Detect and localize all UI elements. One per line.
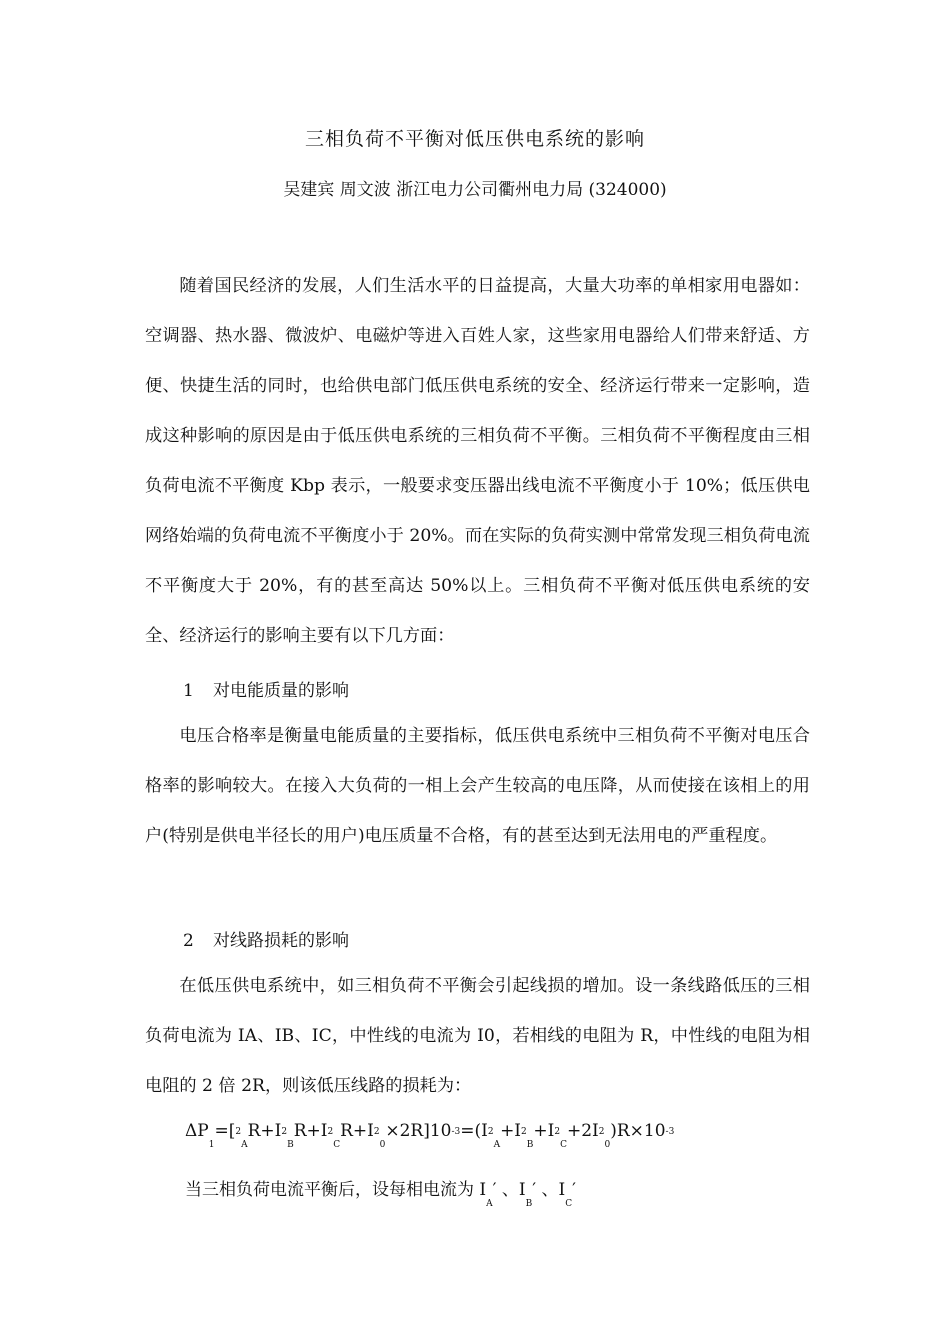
intro-paragraph: [145, 261, 810, 661]
loss-formula: $\Delta P_1=[^2_AR+I^2_BR+I^2_CR+I^2_0\times 2R]10^{-3}=(I^2_A+I^2_B+I^2_C+2I^2_0)R\times 10^{-3}$: [185, 1121, 675, 1150]
section-1-number: 1: [183, 681, 194, 701]
balanced-current-line: 当三相负荷电流平衡后，设每相电流为 $I_A'$ 、$I_B'$ 、$I_C'$: [185, 1180, 576, 1209]
section-1-heading: [183, 676, 349, 701]
section-2-title: 对线路损耗的影响: [213, 931, 349, 951]
section-1-text: 电压合格率是衡量电能质量的主要指标，低压供电系统中三相负荷不平衡对电压合格率的影响较大。在接入大负荷的一相上会产生较高的电压降，从而使接在该相上的用户(特别是供电半径长的用户)电压质量不合格，有的甚至达到无法用电的严重程度。: [145, 726, 810, 846]
authors-line: 吴建宾 周文波 浙江电力公司衢州电力局 (324000): [283, 180, 667, 200]
section-2-text: 在低压供电系统中，如三相负荷不平衡会引起线损的增加。设一条线路低压的三相负荷电流为 IA、IB、IC，中性线的电流为 I0，若相线的电阻为 R，中性线的电阻为相电阻的 2 倍 2R，则该低压线路的损耗为：: [145, 976, 810, 1096]
intro-text: 随着国民经济的发展，人们生活水平的日益提高，大量大功率的单相家用电器如：空调器、热水器、微波炉、电磁炉等进入百姓人家，这些家用电器给人们带来舒适、方便、快捷生活的同时，也给供电部门低压供电系统的安全、经济运行带来一定影响，造成这种影响的原因是由于低压供电系统的三相负荷不平衡。三相负荷不平衡程度由三相负荷电流不平衡度 Kbp 表示，一般要求变压器出线电流不平衡度小于 10%；低压供电网络始端的负荷电流不平衡度小于 20%。而在实际的负荷实测中常常发现三相负荷电流不平衡度大于 20%，有的甚至高达 50%以上。三相负荷不平衡对低压供电系统的安全、经济运行的影响主要有以下几方面：: [145, 276, 810, 646]
section-2-number: 2: [183, 931, 194, 951]
section-1-paragraph: [145, 711, 810, 861]
section-1-title: 对电能质量的影响: [213, 681, 349, 701]
section-2-heading: [183, 926, 349, 951]
document-title: 三相负荷不平衡对低压供电系统的影响: [304, 128, 645, 150]
section-2-paragraph: [145, 961, 810, 1111]
